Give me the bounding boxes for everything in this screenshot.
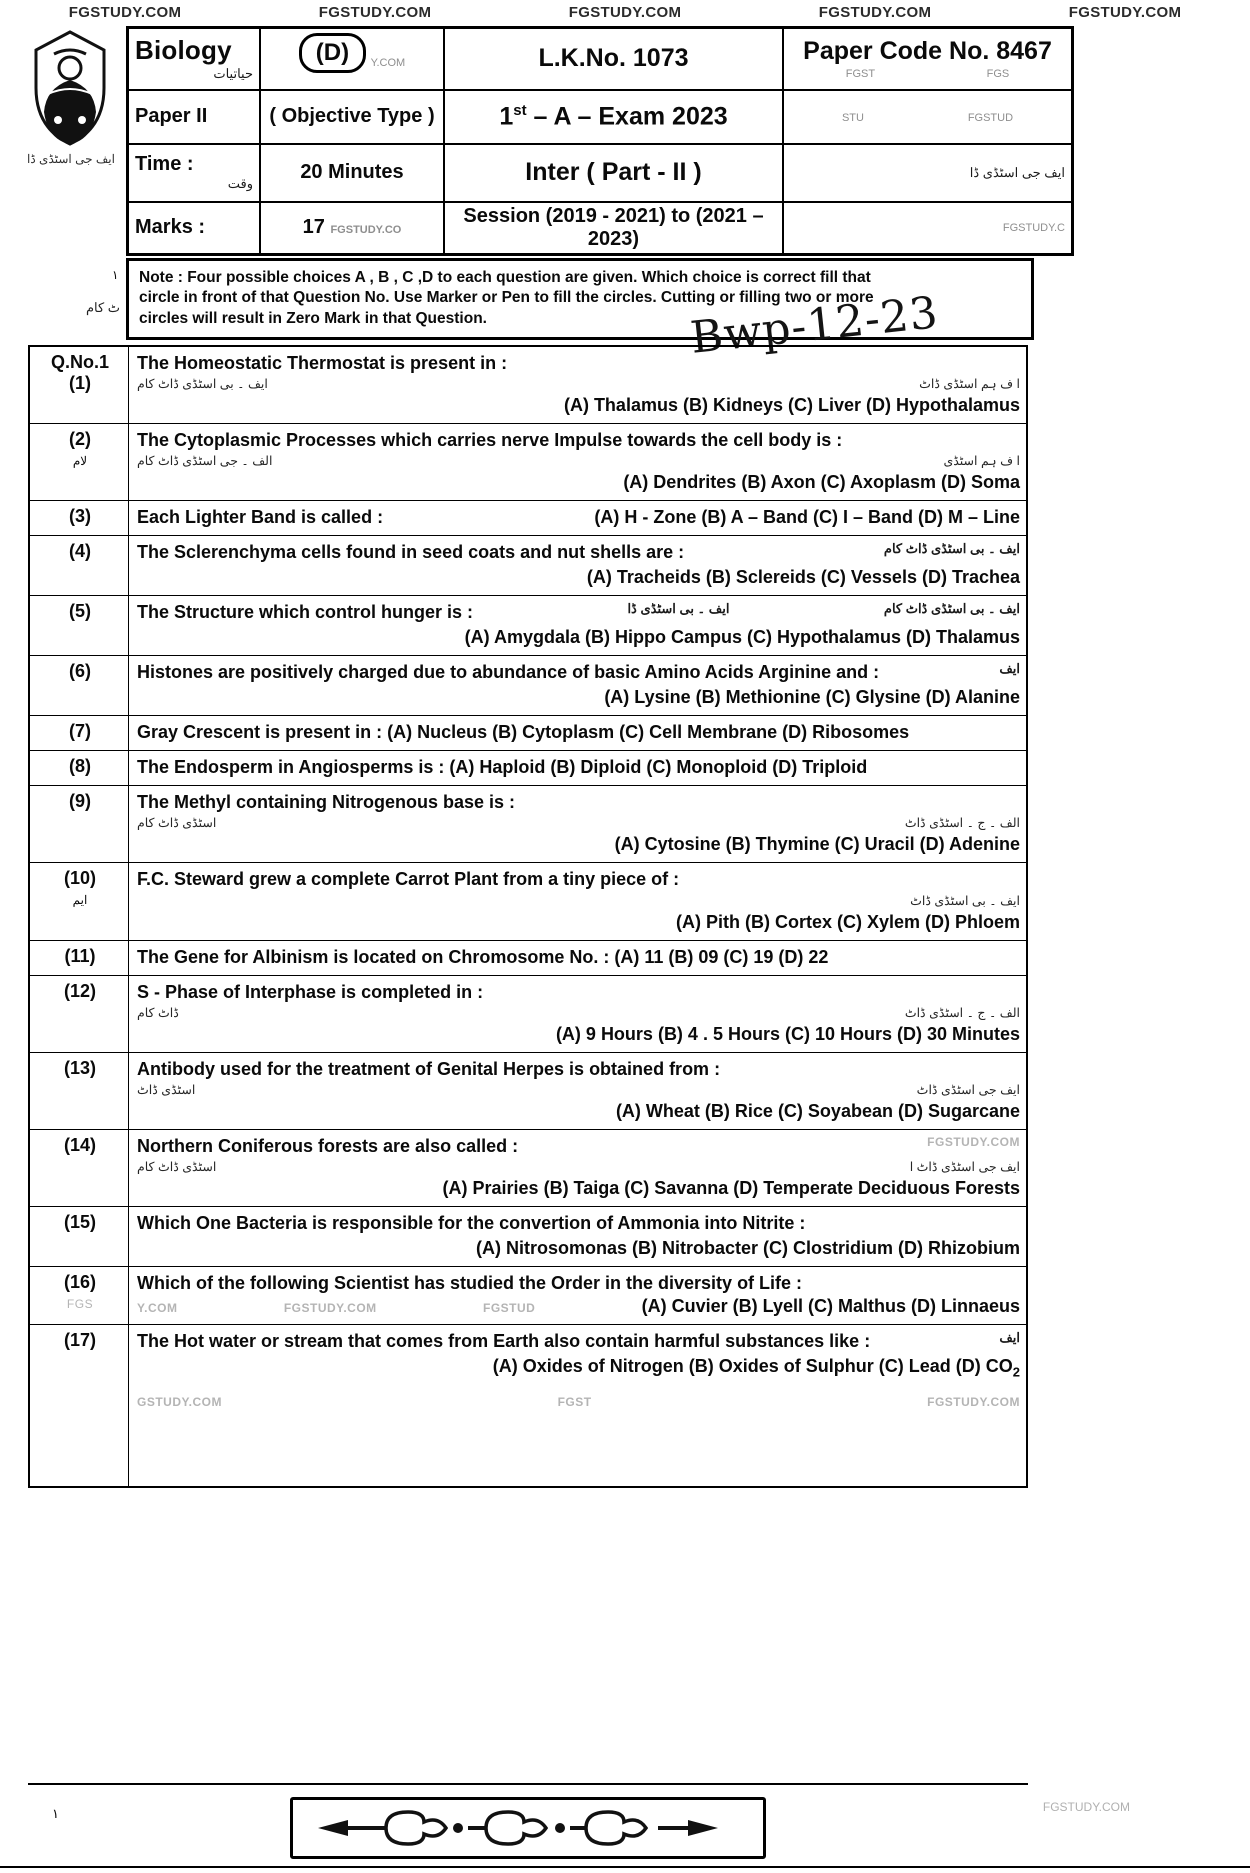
q-no-value: (5) [69, 601, 91, 622]
urdu-note-right: اسٹڈی ڈاٹ [137, 1082, 196, 1097]
watermark-partial: FGSTUDY.COM [283, 1300, 377, 1315]
q-no-value: (1) [69, 373, 91, 393]
header-paper-label-cell [128, 90, 261, 144]
question-options-text: (A) Oxides of Nitrogen (B) Oxides of Sulphur (C) Lead (D) CO [492, 1355, 1013, 1376]
question-options [137, 1355, 1020, 1381]
header-blank-cell [783, 90, 1073, 144]
question-number-cell [29, 940, 129, 975]
urdu-note-right: ایف [999, 1329, 1020, 1345]
question-options: (A) H - Zone (B) A – Band (C) I – Band (D) M – Line [594, 507, 1020, 528]
question-body-cell [129, 1206, 1028, 1266]
questions-table [28, 345, 1028, 1488]
paper-code: Paper Code No. 8467 [803, 37, 1052, 66]
note-left-tick: ۱ [112, 268, 119, 282]
q-no-value: (13) [63, 1057, 96, 1078]
question-options: (A) Tracheids (B) Sclereids (C) Vessels (D) Trachea [586, 567, 1020, 588]
watermark-partial: Y.COM [137, 1300, 178, 1315]
q-no-value: (14) [63, 1134, 96, 1155]
table-row [29, 975, 1027, 1052]
urdu-note-right: اسٹڈی ڈاٹ کام [137, 816, 217, 831]
question-number-cell [29, 1324, 129, 1487]
watermark-partial: FGSTUDY.C [1002, 221, 1065, 234]
urdu-note-left: ایف ۔ بی اسٹڈی ڈا [627, 601, 730, 617]
urdu-note-right: اسٹڈی ڈاٹ کام [137, 1159, 217, 1174]
watermark-partial: FGSTUDY.COM [927, 1395, 1020, 1410]
footer-left-mark: ۱ [52, 1806, 59, 1821]
question-number-cell [29, 786, 129, 863]
header-paper-type-cell [260, 90, 444, 144]
header-exam-cell [444, 90, 783, 144]
question-options: (A) Wheat (B) Rice (C) Soyabean (D) Sugarcane [615, 1100, 1020, 1121]
header-subject-cell [128, 28, 261, 90]
urdu-note-far-left: لام [72, 454, 88, 469]
table-row [29, 751, 1027, 786]
question-body-cell [129, 940, 1028, 975]
question-body-cell [129, 346, 1028, 424]
exam-title-rest: – A – Exam 2023 [526, 102, 728, 131]
question-body-cell [129, 424, 1028, 501]
question-options: (A) Pith (B) Cortex (C) Xylem (D) Phloem [675, 911, 1020, 932]
q-no-label: Q.No.1 [50, 352, 109, 372]
question-options: (A) Nitrosomonas (B) Nitrobacter (C) Clostridium (D) Rhizobium [476, 1237, 1020, 1258]
time-label-urdu: وقت [227, 176, 253, 191]
question-text: Antibody used for the treatment of Genital Herpes is obtained from : [137, 1058, 721, 1079]
urdu-note-right: ڈاٹ کام [137, 1005, 179, 1020]
question-body-cell [129, 975, 1028, 1052]
question-options-subscript: 2 [1012, 1364, 1020, 1380]
question-text: The Endosperm in Angiosperms is : (A) Haploid (B) Diploid (C) Monoploid (D) Triploid [137, 757, 868, 778]
header-lk-no-cell [444, 28, 783, 90]
question-number-cell [29, 596, 129, 656]
exam-title-sup: st [513, 101, 527, 119]
watermark-partial: FGS [986, 68, 1010, 81]
question-number-cell [29, 1206, 129, 1266]
q-no-value: (16) [63, 1271, 96, 1292]
question-text: Which One Bacteria is responsible for the convertion of Ammonia into Nitrite : [137, 1212, 806, 1233]
handwritten-annotation: Bwp-12-23 [688, 287, 941, 364]
watermark-partial: FGS [66, 1296, 94, 1311]
question-text: The Structure which control hunger is : [137, 602, 474, 623]
question-text: Which of the following Scientist has studied the Order in the diversity of Life : [137, 1272, 803, 1293]
note-line-1: Note : Four possible choices A , B , C ,D to each question are given. Which choice is correct fill that [139, 269, 871, 286]
board-logo-caption: ایف جی اسٹڈی ڈا [27, 152, 115, 166]
table-row [29, 786, 1027, 863]
watermark-partial: FGST [845, 68, 876, 81]
question-number-cell [29, 536, 129, 596]
urdu-note-left: ا ف ہم اسٹڈی [943, 454, 1020, 469]
time-value: 20 Minutes [300, 161, 404, 183]
q-no-value: (12) [63, 980, 96, 1001]
table-row [29, 1052, 1027, 1129]
note-side-urdu: ٹ کام [86, 300, 121, 315]
question-number-cell [29, 1129, 129, 1206]
question-text: Northern Coniferous forests are also called : [137, 1135, 519, 1156]
urdu-note-right: ایف ۔ بی اسٹڈی ڈاٹ کام [883, 541, 1020, 557]
note-line-3: circles will result in Zero Mark in that Question. [139, 309, 487, 327]
urdu-note-left: ا ف ہم اسٹڈی ڈاٹ [919, 377, 1020, 392]
table-row [29, 1324, 1027, 1487]
subject-name: Biology [135, 35, 232, 66]
question-body-cell [129, 656, 1028, 716]
class-level-urdu: ایف جی اسٹڈی ڈا [969, 164, 1065, 180]
question-body-cell [129, 863, 1028, 940]
table-row [29, 716, 1027, 751]
question-options: (A) Cuvier (B) Lyell (C) Malthus (D) Linnaeus [641, 1295, 1020, 1316]
question-number-cell [29, 863, 129, 940]
question-body-cell [129, 1324, 1028, 1487]
header-session-ghost-cell [783, 202, 1073, 255]
question-body-cell [129, 1129, 1028, 1206]
question-body-cell [129, 751, 1028, 786]
table-row [29, 863, 1027, 940]
question-number-cell [29, 424, 129, 501]
question-body-cell [129, 536, 1028, 596]
q-no-value: (4) [69, 541, 91, 562]
urdu-note-right: ایف ۔ بی اسٹڈی ڈاٹ کام [883, 601, 1020, 617]
table-row [29, 1206, 1027, 1266]
table-row [29, 536, 1027, 596]
header-marks-value-cell [260, 202, 444, 255]
marks-number: 17 [302, 216, 325, 238]
decorative-ornament [290, 1797, 766, 1859]
header-level-cell [444, 144, 783, 202]
header-level-urdu-cell [783, 144, 1073, 202]
question-text: S - Phase of Interphase is completed in : [137, 981, 484, 1002]
question-number-cell [29, 751, 129, 786]
table-row [29, 940, 1027, 975]
question-text: The Methyl containing Nitrogenous base is : [137, 792, 516, 813]
question-options: (A) Prairies (B) Taiga (C) Savanna (D) Temperate Deciduous Forests [442, 1177, 1020, 1198]
note-line-2: circle in front of that Question No. Use Marker or Pen to fill the circles. Cutting or filling two or more [139, 289, 874, 307]
header-time-cell [128, 144, 261, 202]
watermark-partial: FGST [557, 1395, 592, 1410]
header-paper-code-cell [783, 28, 1073, 90]
q-no-value: (11) [64, 945, 96, 966]
question-body-cell [129, 501, 1028, 536]
question-number-cell [29, 656, 129, 716]
header-marks-cell [128, 202, 261, 255]
q-no-value: (10) [63, 868, 96, 889]
urdu-note-left: الف ۔ ج ۔ اسٹڈی ڈاٹ [904, 1005, 1020, 1020]
q-no-value: (6) [69, 661, 91, 682]
question-text: Histones are positively charged due to abundance of basic Amino Acids Arginine and : [137, 662, 880, 683]
question-text: The Homeostatic Thermostat is present in : [137, 353, 508, 373]
question-text: F.C. Steward grew a complete Carrot Plant from a tiny piece of : [137, 869, 680, 890]
question-body-cell [129, 786, 1028, 863]
question-options: (A) Cytosine (B) Thymine (C) Uracil (D) Adenine [614, 834, 1020, 855]
question-options: (A) Dendrites (B) Axon (C) Axoplasm (D) Soma [623, 472, 1020, 493]
watermark-text: FGSTUDY.COM [318, 4, 432, 21]
paper-set-badge: (D) [299, 33, 366, 73]
question-options: (A) Thalamus (B) Kidneys (C) Liver (D) Hypothalamus [563, 395, 1020, 416]
question-options: (A) 9 Hours (B) 4 . 5 Hours (C) 10 Hours (D) 30 Minutes [555, 1023, 1020, 1044]
marks-label: Marks : [135, 216, 206, 238]
table-row [29, 424, 1027, 501]
q-no-value: (8) [69, 756, 91, 777]
table-row [29, 1129, 1027, 1206]
footer-watermark: FGSTUDY.COM [1042, 1800, 1130, 1814]
session-text: Session (2019 - 2021) to (2021 – 2023) [463, 204, 764, 250]
question-text: Gray Crescent is present in : (A) Nucleus (B) Cytoplasm (C) Cell Membrane (D) Ribosomes [137, 722, 910, 743]
question-number-cell [29, 1052, 129, 1129]
table-row [29, 656, 1027, 716]
watermark-partial: FGSTUD [967, 111, 1014, 124]
urdu-note-right: ایف ۔ بی اسٹڈی ڈاٹ [910, 893, 1020, 908]
header-set-cell [260, 28, 444, 90]
watermark-strip-top [0, 4, 1250, 21]
q-no-value: (9) [69, 791, 91, 812]
subject-name-urdu: حیاتیات [213, 66, 253, 82]
watermark-text: FGSTUDY.COM [818, 4, 932, 21]
lk-number: L.K.No. 1073 [538, 44, 689, 73]
q-no-value: (7) [69, 721, 91, 742]
question-body-cell [129, 596, 1028, 656]
question-number-cell [29, 346, 129, 424]
urdu-note-right: ایف ۔ بی اسٹڈی ڈاٹ کام [137, 377, 268, 392]
watermark-text: FGSTUDY.COM [1068, 4, 1182, 21]
watermark-partial: FGSTUDY.COM [927, 1134, 1020, 1149]
question-number-cell [29, 716, 129, 751]
question-body-cell [129, 716, 1028, 751]
watermark-text: FGSTUDY.COM [68, 4, 182, 21]
watermark-partial: GSTUDY.COM [137, 1395, 223, 1410]
question-number-cell [29, 975, 129, 1052]
question-number-cell [29, 501, 129, 536]
paper-header-table [126, 26, 1065, 256]
watermark-partial: Y.COM [370, 56, 406, 69]
footer-ornament-band [28, 1783, 1028, 1871]
watermark-text: FGSTUDY.COM [568, 4, 682, 21]
table-row [29, 346, 1027, 424]
header-session-cell [444, 202, 783, 255]
question-options: (A) Lysine (B) Methionine (C) Glysine (D) Alanine [604, 687, 1020, 708]
urdu-note-right: الف ۔ جی اسٹڈی ڈاٹ کام [137, 454, 273, 469]
q-no-value: (3) [69, 506, 91, 527]
q-no-value: (17) [63, 1329, 96, 1350]
urdu-note-left: الف ۔ ج ۔ اسٹڈی ڈاٹ [904, 816, 1020, 831]
watermark-partial: STU [841, 111, 864, 124]
question-body-cell [129, 1266, 1028, 1324]
paper-label: Paper II [135, 105, 208, 127]
urdu-note-right: ایف [999, 661, 1020, 677]
question-number-cell [29, 1266, 129, 1324]
paper-type: ( Objective Type ) [269, 105, 435, 127]
question-body-cell [129, 1052, 1028, 1129]
question-text: The Hot water or stream that comes from Earth also contain harmful substances like : [137, 1330, 871, 1351]
question-text: Each Lighter Band is called : [137, 507, 384, 528]
exam-title-lead: 1 [499, 102, 514, 131]
urdu-note-left: ایف جی اسٹڈی ڈاٹ ا [909, 1159, 1020, 1174]
question-text: The Cytoplasmic Processes which carries nerve Impulse towards the cell body is : [137, 430, 843, 451]
table-row [29, 596, 1027, 656]
board-logo [24, 28, 116, 148]
table-row [29, 1266, 1027, 1324]
time-label: Time : [135, 153, 194, 175]
q-no-value: (15) [63, 1211, 96, 1232]
question-options: (A) Amygdala (B) Hippo Campus (C) Hypothalamus (D) Thalamus [464, 627, 1020, 648]
watermark-partial: FGSTUD [482, 1300, 536, 1315]
header-time-value-cell [260, 144, 444, 202]
table-row [29, 501, 1027, 536]
page-bottom-rule [0, 1866, 1250, 1868]
q-no-value: (2) [69, 429, 91, 450]
marks-value [267, 216, 437, 239]
class-level: Inter ( Part - II ) [525, 158, 702, 186]
urdu-note-far-left: ایم [72, 893, 88, 908]
urdu-note-left: ایف جی اسٹڈی ڈاٹ [916, 1082, 1020, 1097]
question-text: The Gene for Albinism is located on Chromosome No. : (A) 11 (B) 09 (C) 19 (D) 22 [137, 946, 829, 967]
exam-title [451, 102, 776, 131]
watermark-partial: FGSTUDY.CO [330, 224, 402, 236]
question-text: The Sclerenchyma cells found in seed coats and nut shells are : [137, 542, 685, 563]
